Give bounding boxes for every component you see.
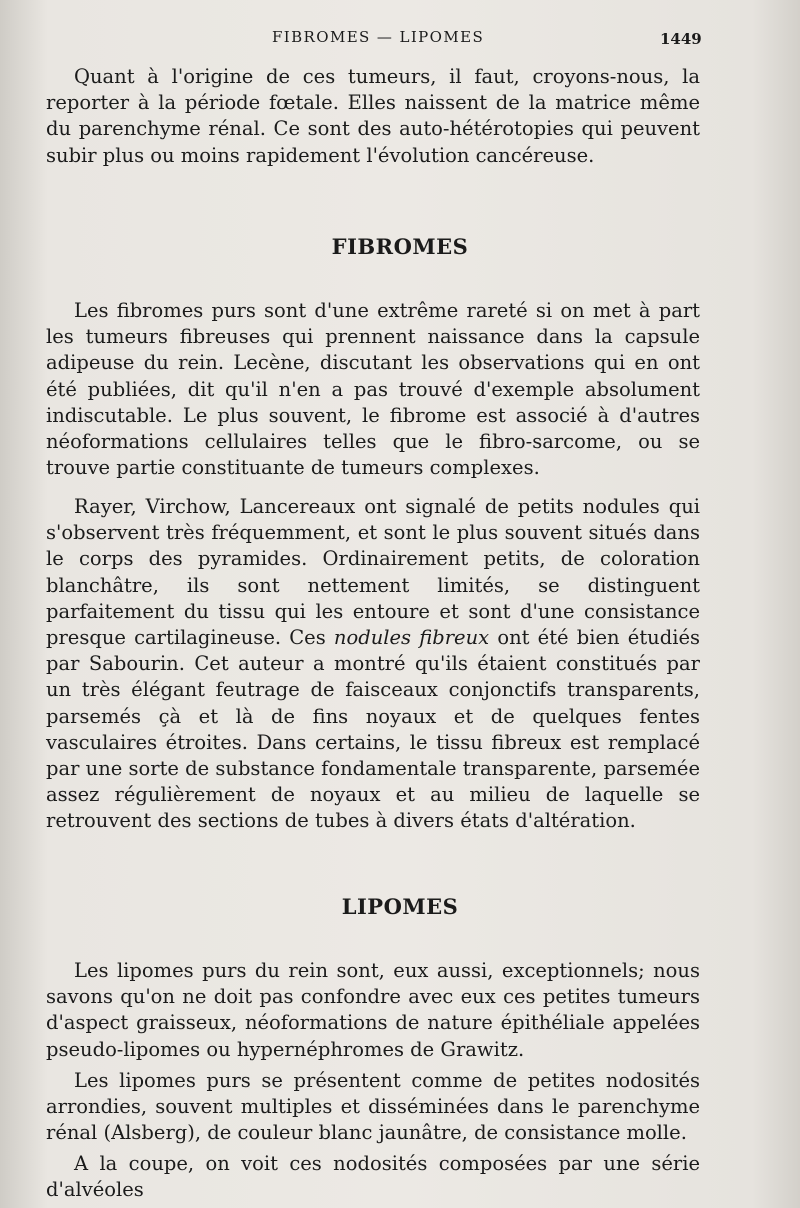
- lipomes-paragraph-3: A la coupe, on voit ces nodosités composées par une série d'alvéoles: [46, 1152, 700, 1202]
- running-head: [0, 28, 800, 52]
- fibromes-paragraph-1: Les fibromes purs sont d'une extrême rareté si on met à part les tumeurs fibreuses qui prennent naissance dans la capsule adipeuse du rein. Lecène, discutant les observations qui en ont été publiées, dit qu'il n'en a pas trouvé d'exemple absolument indiscutable. Le plus souvent, le fibrome est associé à d'autres néoformations cellulaires telles que le fibro-sarcome, ou se trouve partie constituante de tumeurs complexes.: [46, 299, 700, 480]
- fibromes-paragraph-2-start: Rayer, Virchow, Lancereaux ont signalé de petits nodules qui s'observent très fréquemment, et sont le plus souvent situés dans le corps des pyramides. Ordinairement petits, de coloration blanchâtre, ils sont nettement limités, se distinguent parfaitement du tissu qui les entoure et sont d'une consistance presque cartilagineuse. Ces: [46, 495, 700, 650]
- section-heading-lipomes: LIPOMES: [341, 894, 459, 919]
- fibromes-paragraph-2-end: ont été bien étudiés par Sabourin. Cet auteur a montré qu'ils étaient constitués par un très élégant feutrage de faisceaux conjonctifs transparents, parsemés çà et là de fins noyaux et de quelques fentes vasculaires étroites. Dans certains, le tissu fibreux est remplacé par une sorte de substance fondamentale transparente, parsemée assez régulièrement de noyaux et au milieu de laquelle se retrouvent des sections de tubes à divers états d'altération.: [46, 626, 701, 833]
- italic-term-nodules-fibreux: nodules fibreux: [333, 626, 490, 650]
- lipomes-paragraph-1: Les lipomes purs du rein sont, eux aussi, exceptionnels; nous savons qu'on ne doit pas confondre avec eux ces petites tumeurs d'aspect graisseux, néoformations de nature épithéliale appelées pseudo-lipomes ou hypernéphromes de Grawitz.: [46, 959, 700, 1061]
- section-heading-fibromes: FIBROMES: [331, 234, 469, 259]
- lipomes-paragraph-2: Les lipomes purs se présentent comme de petites nodosités arrondies, souvent multiples et disséminées dans le parenchyme rénal (Alsberg), de couleur blanc jaunâtre, de consistance molle.: [46, 1069, 700, 1145]
- page-number: 1449: [660, 30, 702, 48]
- running-title: FIBROMES — LIPOMES: [272, 28, 485, 46]
- fibromes-paragraph-2: [46, 494, 700, 835]
- intro-paragraph: Quant à l'origine de ces tumeurs, il faut, croyons-nous, la reporter à la période fœtale. Elles naissent de la matrice même du parenchyme rénal. Ce sont des auto-hétérotopies qui peuvent subir plus ou moins rapidement l'évolution cancéreuse.: [46, 65, 700, 167]
